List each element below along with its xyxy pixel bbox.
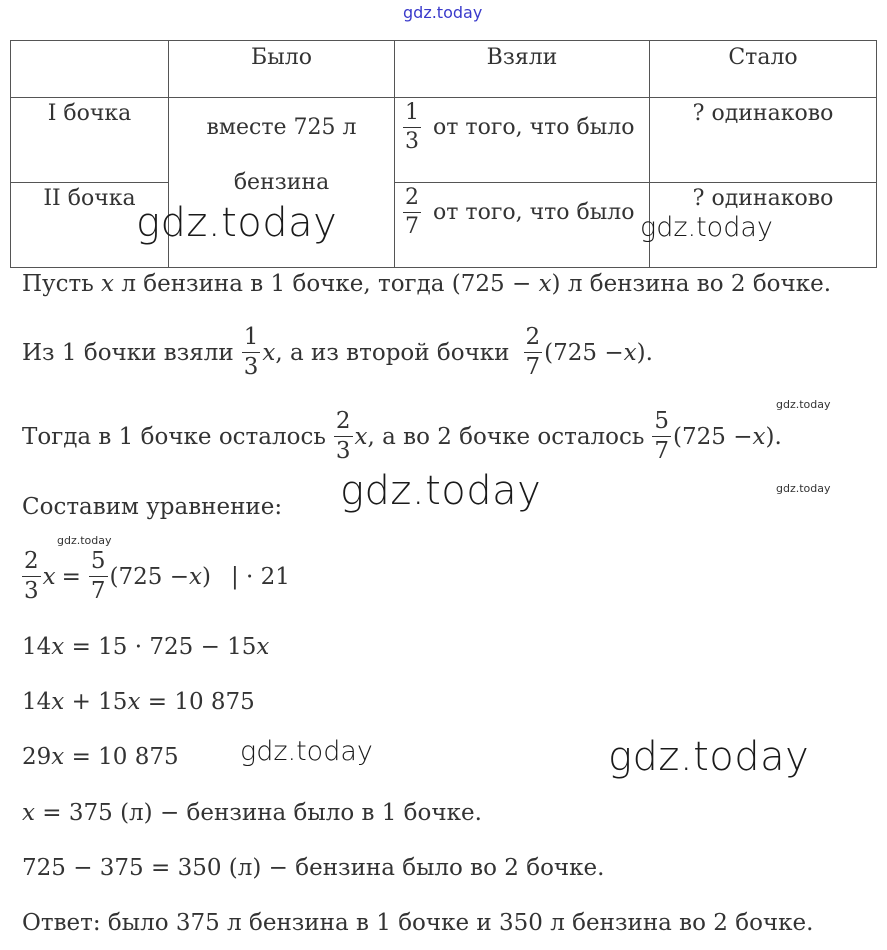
variable-x: x <box>22 800 35 826</box>
solution-line-1 <box>22 271 831 297</box>
variable-x: x <box>752 423 766 450</box>
fraction <box>22 550 41 603</box>
text: (725 − <box>673 423 753 450</box>
text: Тогда в 1 бочке осталось <box>22 423 326 450</box>
answer-line: Ответ: было 375 л бензина в 1 бочке и 350 л бензина во 2 бочке. <box>22 910 814 936</box>
row-label: I бочка <box>11 98 169 183</box>
fraction-denominator: 3 <box>243 354 259 380</box>
solution-line-4: Составим уравнение: <box>22 494 283 520</box>
taken-text: от того, что было <box>433 115 635 140</box>
variable-x: x <box>262 339 276 366</box>
watermark-top: gdz.today <box>403 3 483 22</box>
header-cell-had: Было <box>169 41 395 98</box>
text: 29 <box>22 744 52 770</box>
fraction <box>403 187 421 238</box>
became-cell: ? одинаково <box>650 98 877 183</box>
table-header-row <box>11 41 877 98</box>
solution-line-9 <box>22 800 482 826</box>
watermark-big-bottom-right: gdz.today <box>608 734 810 780</box>
text: = 375 (л) − бензина было в 1 бочке. <box>34 800 482 826</box>
text: Пусть <box>22 271 102 297</box>
text: 14 <box>22 634 52 660</box>
watermark-table-big: gdz.today <box>136 200 338 246</box>
fraction-denominator: 7 <box>525 354 541 380</box>
solution-line-3 <box>22 410 782 463</box>
fraction <box>524 326 543 379</box>
fraction-numerator: 1 <box>403 102 421 128</box>
fraction-denominator: 3 <box>335 438 351 464</box>
equals-sign: = <box>61 563 81 590</box>
fraction-denominator: 3 <box>24 578 39 604</box>
text: = 10 875 <box>64 744 179 770</box>
became-cell: ? одинаково <box>650 183 877 268</box>
row-label: II бочка <box>11 183 169 268</box>
variable-x: x <box>51 634 65 660</box>
solution-line-8 <box>22 744 179 770</box>
variable-x: x <box>189 563 202 590</box>
variable-x: x <box>51 689 65 715</box>
variable-x: x <box>256 634 270 660</box>
text: ) л бензина во 2 бочке. <box>551 271 832 297</box>
had-text: вместе 725 л <box>206 115 357 140</box>
text: ). <box>765 423 782 450</box>
had-text-line2: бензина <box>233 170 330 195</box>
variable-x: x <box>354 423 368 450</box>
solution-line-5 <box>20 550 290 603</box>
fraction <box>652 410 671 463</box>
multiplier: | · 21 <box>230 563 290 590</box>
text: + 15 <box>64 689 128 715</box>
fraction-numerator: 1 <box>242 326 261 353</box>
text: л бензина в 1 бочке, тогда (725 − <box>114 271 539 297</box>
text: Из 1 бочки взяли <box>22 339 234 366</box>
text: (725 − <box>109 563 190 590</box>
fraction-numerator: 5 <box>652 410 671 437</box>
variable-x: x <box>101 271 115 297</box>
variable-x: x <box>127 689 141 715</box>
text: ) <box>202 563 211 590</box>
watermark-small: gdz.today <box>776 398 831 411</box>
solution-line-7 <box>22 689 255 715</box>
solution-line-2 <box>22 326 653 379</box>
fraction-numerator: 2 <box>334 410 353 437</box>
variable-x: x <box>42 563 56 590</box>
taken-cell <box>395 98 650 183</box>
fraction-denominator: 7 <box>405 214 419 239</box>
text: (725 − <box>544 339 624 366</box>
variable-x: x <box>51 744 65 770</box>
fraction-numerator: 2 <box>524 326 543 353</box>
watermark-mid-bottom: gdz.today <box>240 736 373 767</box>
fraction-numerator: 5 <box>89 550 108 577</box>
text: , а во 2 бочке осталось <box>367 423 645 450</box>
text: 14 <box>22 689 52 715</box>
text: , а из второй бочки <box>275 339 510 366</box>
watermark-small: gdz.today <box>776 482 831 495</box>
variable-x: x <box>538 271 552 297</box>
fraction <box>403 102 421 153</box>
header-cell-empty <box>11 41 169 98</box>
fraction <box>89 550 108 603</box>
watermark-big-center: gdz.today <box>340 468 542 514</box>
fraction <box>334 410 353 463</box>
taken-text: от того, что было <box>433 200 635 225</box>
fraction-denominator: 3 <box>405 129 419 154</box>
fraction-numerator: 2 <box>403 187 421 213</box>
solution-line-6 <box>22 634 269 660</box>
fraction <box>242 326 261 379</box>
fraction-denominator: 7 <box>654 438 670 464</box>
header-cell-taken: Взяли <box>395 41 650 98</box>
header-cell-became: Стало <box>650 41 877 98</box>
variable-x: x <box>623 339 637 366</box>
watermark-small: gdz.today <box>57 534 112 547</box>
fraction-denominator: 7 <box>90 578 106 604</box>
text: = 15 · 725 − 15 <box>64 634 257 660</box>
text: ). <box>636 339 653 366</box>
table-row <box>11 98 877 183</box>
text: = 10 875 <box>140 689 255 715</box>
taken-cell <box>395 183 650 268</box>
watermark-table-mid: gdz.today <box>640 212 773 243</box>
solution-line-10: 725 − 375 = 350 (л) − бензина было во 2 бочке. <box>22 855 605 881</box>
fraction-numerator: 2 <box>22 550 41 577</box>
